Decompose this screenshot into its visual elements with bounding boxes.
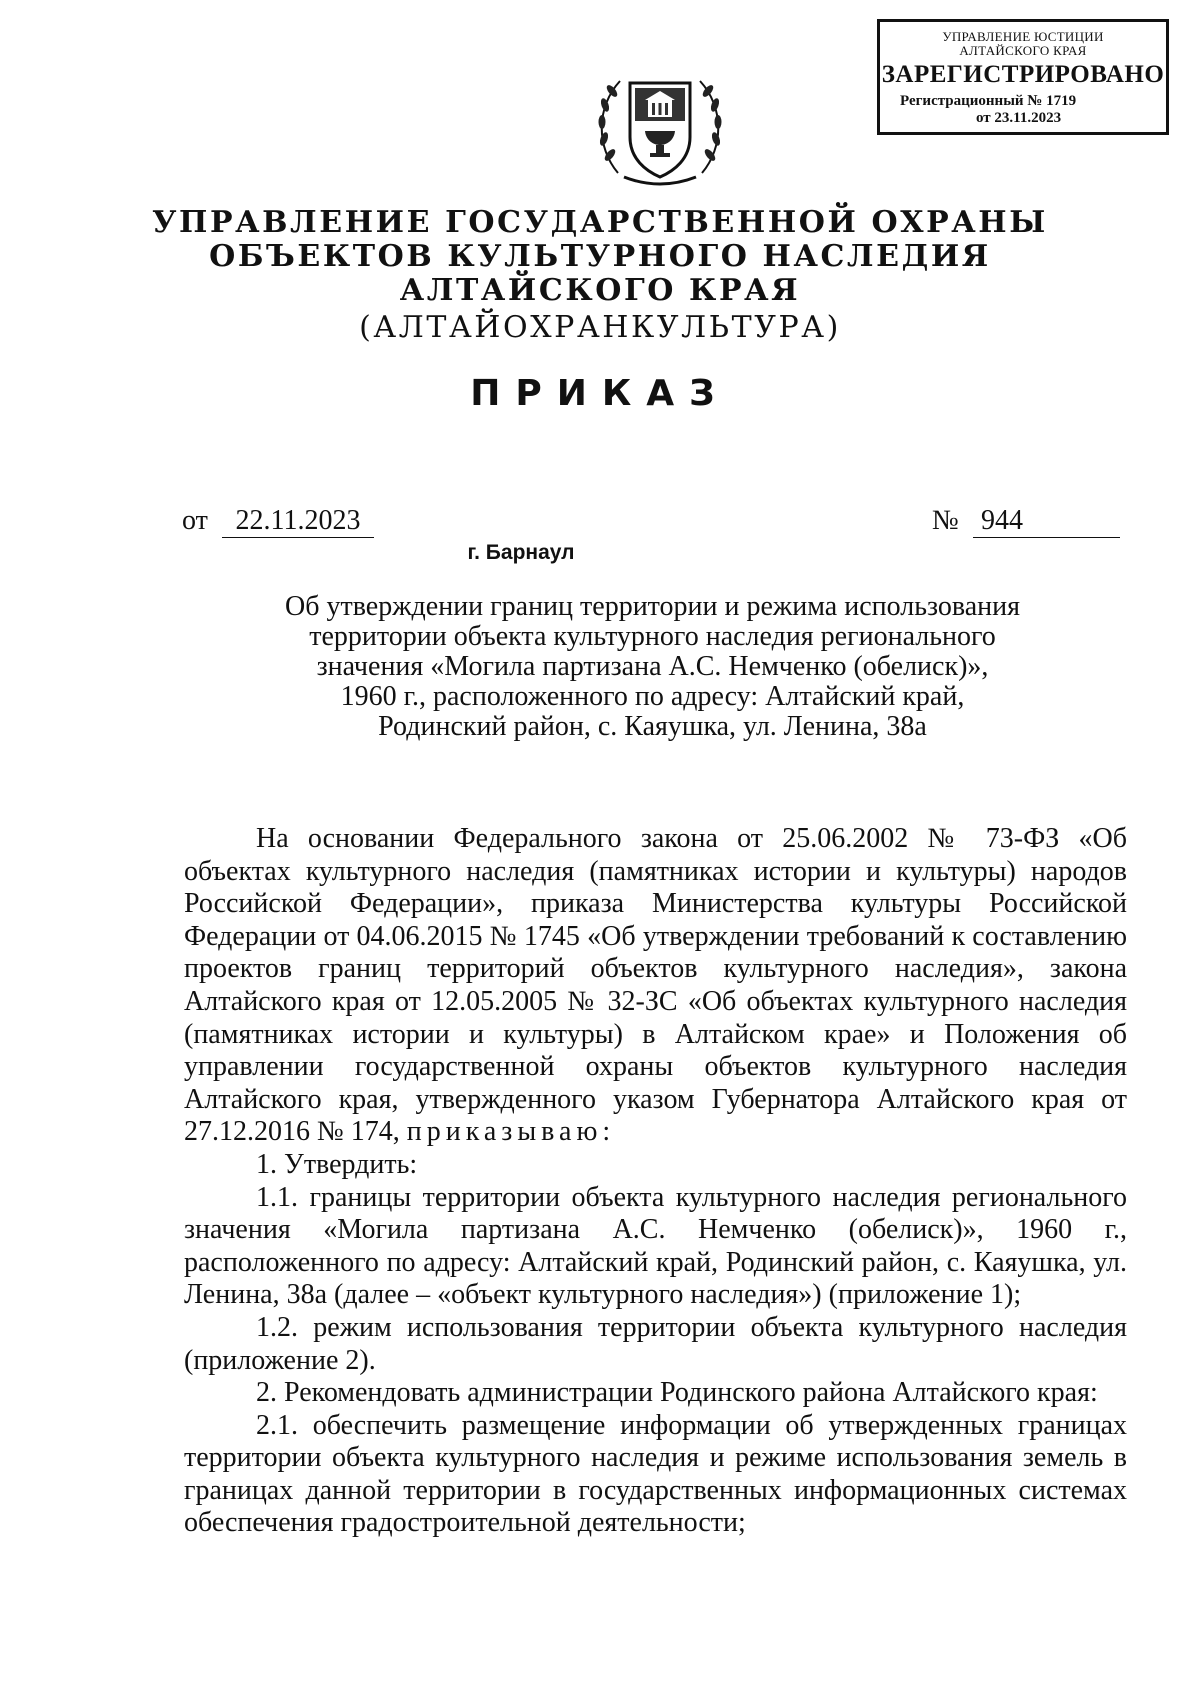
header-line-1: УПРАВЛЕНИЕ ГОСУДАРСТВЕННОЙ ОХРАНЫ: [152, 205, 1048, 240]
item-2: 2. Рекомендовать администрации Родинского района Алтайского края:: [256, 1377, 1098, 1409]
registration-stamp: [877, 19, 1169, 135]
item-1-2: 1.2. режим использования территории объекта культурного наследия (приложение 2).: [184, 1311, 1127, 1376]
document-type-title: ПРИКАЗ: [470, 373, 730, 414]
order-date: 22.11.2023: [222, 505, 374, 538]
preamble-text: На основании Федерального закона от 25.06.2002 № 73-ФЗ «Об объектах культурного наследия (памятниках истории и культуры) народов Российской Федерации», приказа Министерства культуры Российской Федерации от 04.06.2015 № 1745 «Об утверждении требований к составлению проектов границ территорий объектов культурного наследия», закона Алтайского края от 12.05.2005 № 32-ЗС «Об объектах культурного наследия (памятниках истории и культуры) в Алтайском крае» и Положения об управлении государственной охраны объектов культурного наследия Алтайского края, утвержденного указом Губернатора Алтайского края от 27.12.2016 № 174,: [184, 823, 1127, 1148]
preamble-paragraph: [184, 823, 1127, 1149]
header-line-3: АЛТАЙСКОГО КРАЯ: [399, 273, 801, 308]
title-line-5: Родинский район, с. Каяушка, ул. Ленина, 38а: [378, 711, 927, 742]
order-word: приказываю:: [406, 1116, 616, 1148]
item-2-1: 2.1. обеспечить размещение информации об утвержденных границах территории объекта культурного наследия и режиме использования земель в границах данной территории в государственных информационных системах обеспечения градостроительной деятельности;: [184, 1409, 1127, 1539]
item-1-1: 1.1. границы территории объекта культурного наследия регионального значения «Могила партизана А.С. Немченко (обелиск)», 1960 г., расположенного по адресу: Алтайский край, Родинский район, с. Каяушка, ул. Ленина, 38а (далее – «объект культурного наследия») (приложение 1);: [184, 1181, 1127, 1311]
coat-of-arms-icon: [590, 55, 730, 195]
order-title: [180, 592, 1125, 742]
stamp-reg-date: от 23.11.2023: [976, 110, 1062, 126]
city-name: г. Барнаул: [467, 541, 575, 564]
stamp-reg-number: Регистрационный № 1719: [900, 93, 1077, 109]
item-1: 1. Утвердить:: [256, 1148, 418, 1180]
number-label: №: [932, 505, 959, 536]
header-short-name: (АЛТАЙОХРАНКУЛЬТУРА): [359, 310, 841, 345]
authority-header: [0, 206, 1200, 345]
city-line: [0, 541, 1200, 565]
stamp-authority-line1: УПРАВЛЕНИЕ ЮСТИЦИИ: [942, 29, 1104, 44]
title-line-1: Об утверждении границ территории и режима использования: [285, 591, 1020, 622]
title-line-4: 1960 г., расположенного по адресу: Алтайский край,: [340, 681, 965, 712]
title-line-3: значения «Могила партизана А.С. Немченко (обелиск)»,: [316, 651, 989, 682]
order-number: 944: [973, 505, 1120, 538]
date-label: от: [182, 505, 208, 536]
stamp-status: ЗАРЕГИСТРИРОВАНО: [881, 61, 1165, 88]
title-line-2: территории объекта культурного наследия регионального: [309, 621, 996, 652]
stamp-authority-line2: АЛТАЙСКОГО КРАЯ: [959, 43, 1087, 58]
header-line-2: ОБЪЕКТОВ КУЛЬТУРНОГО НАСЛЕДИЯ: [209, 239, 991, 274]
order-body: [184, 823, 1127, 1540]
